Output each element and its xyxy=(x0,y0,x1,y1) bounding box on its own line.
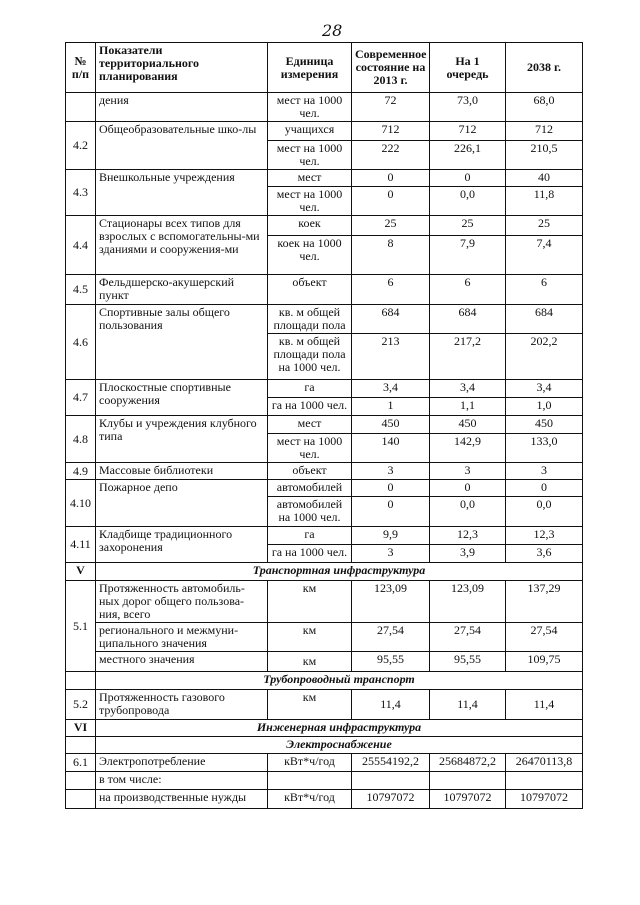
row-value-current: 27,54 xyxy=(352,623,430,652)
row-value-2038: 6 xyxy=(506,275,583,305)
row-value-2038: 3,4 xyxy=(506,380,583,398)
row-indicator: Спортивные залы общего пользования xyxy=(96,305,268,380)
row-value-2038 xyxy=(506,772,583,790)
row-value-current: 11,4 xyxy=(352,690,430,720)
row-value-current: 0 xyxy=(352,187,430,216)
row-unit: объект xyxy=(268,463,352,480)
row-value-current: 25 xyxy=(352,216,430,236)
row-num: 4.10 xyxy=(66,480,96,527)
row-indicator: на производственные нужды xyxy=(96,790,268,809)
row-value-first: 684 xyxy=(430,305,506,334)
row-indicator: Пожарное депо xyxy=(96,480,268,527)
row-indicator: Клубы и учреждения клубного типа xyxy=(96,416,268,463)
row-num: 5.1 xyxy=(66,581,96,672)
row-num: 6.1 xyxy=(66,754,96,772)
section-title: Инженерная инфраструктура xyxy=(96,720,583,737)
row-value-first xyxy=(430,772,506,790)
subsection-num xyxy=(66,737,96,754)
row-value-2038: 109,75 xyxy=(506,652,583,672)
row-unit: учащихся xyxy=(268,122,352,141)
row-unit xyxy=(268,772,352,790)
row-num: 4.7 xyxy=(66,380,96,416)
row-value-2038: 40 xyxy=(506,170,583,187)
row-unit: км xyxy=(268,690,352,720)
row-num: 4.11 xyxy=(66,527,96,563)
row-value-2038: 12,3 xyxy=(506,527,583,545)
row-num: 4.5 xyxy=(66,275,96,305)
row-value-first: 12,3 xyxy=(430,527,506,545)
row-value-current: 0 xyxy=(352,170,430,187)
section-row xyxy=(66,720,583,737)
row-num xyxy=(66,790,96,809)
table-row xyxy=(66,790,583,809)
row-value-current: 712 xyxy=(352,122,430,141)
row-num: 4.9 xyxy=(66,463,96,480)
row-value-first: 25 xyxy=(430,216,506,236)
row-value-current: 1 xyxy=(352,398,430,416)
row-value-first: 6 xyxy=(430,275,506,305)
row-value-2038: 3 xyxy=(506,463,583,480)
subsection-title: Трубопроводный транспорт xyxy=(96,672,583,690)
row-value-2038: 1,0 xyxy=(506,398,583,416)
row-indicator: Протяженность автомобиль-ных дорог общего пользова-ния, всего xyxy=(96,581,268,623)
row-num: 4.8 xyxy=(66,416,96,463)
row-num xyxy=(66,772,96,790)
row-value-2038: 11,8 xyxy=(506,187,583,216)
row-indicator: Электропотребление xyxy=(96,754,268,772)
section-title: Транспортная инфраструктура xyxy=(96,563,583,581)
row-value-current: 213 xyxy=(352,334,430,380)
header-current: Современное состояние на 2013 г. xyxy=(352,43,430,93)
row-num: 4.6 xyxy=(66,305,96,380)
row-value-first: 27,54 xyxy=(430,623,506,652)
header-num: № п/п xyxy=(66,43,96,93)
row-value-current: 0 xyxy=(352,480,430,497)
table-row xyxy=(66,581,583,623)
planning-indicators-table xyxy=(65,42,583,809)
row-value-current: 123,09 xyxy=(352,581,430,623)
row-value-2038: 25 xyxy=(506,216,583,236)
table-row xyxy=(66,416,583,434)
subsection-row xyxy=(66,672,583,690)
table-row xyxy=(66,772,583,790)
row-unit: мест xyxy=(268,416,352,434)
row-value-current: 8 xyxy=(352,236,430,275)
row-indicator: Общеобразовательные шко-лы xyxy=(96,122,268,170)
table-row xyxy=(66,122,583,141)
section-num: V xyxy=(66,563,96,581)
row-num: 4.4 xyxy=(66,216,96,275)
table-row xyxy=(66,480,583,497)
row-value-2038: 712 xyxy=(506,122,583,141)
subsection-title: Электроснабжение xyxy=(96,737,583,754)
row-unit: объект xyxy=(268,275,352,305)
row-value-current: 72 xyxy=(352,93,430,122)
table-row xyxy=(66,216,583,236)
row-unit: кВт*ч/год xyxy=(268,790,352,809)
header-first-stage: На 1 очередь xyxy=(430,43,506,93)
row-unit: км xyxy=(268,623,352,652)
row-indicator: Фельдшерско-акушерский пункт xyxy=(96,275,268,305)
table-header-row xyxy=(66,43,583,93)
row-value-current xyxy=(352,772,430,790)
header-unit: Единица измерения xyxy=(268,43,352,93)
table-row xyxy=(66,623,583,652)
row-unit: км xyxy=(268,652,352,672)
table-row xyxy=(66,275,583,305)
table-row xyxy=(66,170,583,187)
page-number: 28 xyxy=(322,21,343,40)
row-unit: мест на 1000 чел. xyxy=(268,93,352,122)
row-value-2038: 137,29 xyxy=(506,581,583,623)
table-row xyxy=(66,380,583,398)
row-value-first: 0 xyxy=(430,480,506,497)
row-unit: мест xyxy=(268,170,352,187)
row-value-2038: 10797072 xyxy=(506,790,583,809)
row-value-current: 684 xyxy=(352,305,430,334)
row-unit: га xyxy=(268,380,352,398)
row-value-first: 1,1 xyxy=(430,398,506,416)
row-value-2038: 7,4 xyxy=(506,236,583,275)
header-2038: 2038 г. xyxy=(506,43,583,93)
row-value-2038: 450 xyxy=(506,416,583,434)
header-indicator: Показатели территориального планирования xyxy=(96,43,268,93)
row-value-current: 450 xyxy=(352,416,430,434)
row-unit: мест на 1000 чел. xyxy=(268,187,352,216)
row-indicator: Массовые библиотеки xyxy=(96,463,268,480)
row-value-current: 6 xyxy=(352,275,430,305)
row-value-first: 450 xyxy=(430,416,506,434)
row-unit: кв. м общей площади пола xyxy=(268,305,352,334)
row-value-current: 95,55 xyxy=(352,652,430,672)
row-value-current: 25554192,2 xyxy=(352,754,430,772)
row-indicator: Плоскостные спортивные сооружения xyxy=(96,380,268,416)
row-value-2038: 27,54 xyxy=(506,623,583,652)
row-unit: га xyxy=(268,527,352,545)
row-unit: коек на 1000 чел. xyxy=(268,236,352,275)
row-value-first: 7,9 xyxy=(430,236,506,275)
row-value-first: 217,2 xyxy=(430,334,506,380)
row-num xyxy=(66,93,96,122)
row-value-first: 0,0 xyxy=(430,187,506,216)
row-unit: км xyxy=(268,581,352,623)
row-value-first: 123,09 xyxy=(430,581,506,623)
row-num: 4.2 xyxy=(66,122,96,170)
subsection-row xyxy=(66,737,583,754)
row-num: 5.2 xyxy=(66,690,96,720)
row-value-first: 95,55 xyxy=(430,652,506,672)
table-row xyxy=(66,93,583,122)
row-indicator: Кладбище традиционного захоронения xyxy=(96,527,268,563)
row-value-first: 0 xyxy=(430,170,506,187)
row-value-current: 0 xyxy=(352,497,430,527)
row-value-2038: 202,2 xyxy=(506,334,583,380)
row-value-current: 3,4 xyxy=(352,380,430,398)
row-value-current: 9,9 xyxy=(352,527,430,545)
section-num: VI xyxy=(66,720,96,737)
row-value-2038: 0 xyxy=(506,480,583,497)
row-value-first: 11,4 xyxy=(430,690,506,720)
row-value-2038: 133,0 xyxy=(506,434,583,463)
row-indicator: в том числе: xyxy=(96,772,268,790)
row-value-first: 25684872,2 xyxy=(430,754,506,772)
row-unit: кВт*ч/год xyxy=(268,754,352,772)
row-value-first: 0,0 xyxy=(430,497,506,527)
row-indicator: Внешкольные учреждения xyxy=(96,170,268,216)
row-unit: коек xyxy=(268,216,352,236)
row-value-first: 10797072 xyxy=(430,790,506,809)
subsection-num xyxy=(66,672,96,690)
table-row xyxy=(66,305,583,334)
row-value-current: 3 xyxy=(352,463,430,480)
row-unit: автомобилей на 1000 чел. xyxy=(268,497,352,527)
row-indicator: дения xyxy=(96,93,268,122)
section-row xyxy=(66,563,583,581)
row-indicator: местного значения xyxy=(96,652,268,672)
row-unit: мест на 1000 чел. xyxy=(268,434,352,463)
row-value-2038: 684 xyxy=(506,305,583,334)
row-value-2038: 0,0 xyxy=(506,497,583,527)
row-unit: га на 1000 чел. xyxy=(268,398,352,416)
row-value-first: 3 xyxy=(430,463,506,480)
row-value-2038: 210,5 xyxy=(506,141,583,170)
table-row xyxy=(66,527,583,545)
row-indicator: Протяженность газового трубопровода xyxy=(96,690,268,720)
row-value-2038: 26470113,8 xyxy=(506,754,583,772)
row-value-first: 73,0 xyxy=(430,93,506,122)
row-indicator: Стационары всех типов для взрослых с вспомогательны-ми зданиями и сооружения-ми xyxy=(96,216,268,275)
row-unit: мест на 1000 чел. xyxy=(268,141,352,170)
table-row xyxy=(66,690,583,720)
row-indicator: регионального и межмуни-ципального значения xyxy=(96,623,268,652)
row-value-first: 3,4 xyxy=(430,380,506,398)
row-value-first: 142,9 xyxy=(430,434,506,463)
row-value-first: 712 xyxy=(430,122,506,141)
row-value-first: 3,9 xyxy=(430,545,506,563)
row-value-current: 10797072 xyxy=(352,790,430,809)
row-value-2038: 3,6 xyxy=(506,545,583,563)
row-value-first: 226,1 xyxy=(430,141,506,170)
row-value-2038: 68,0 xyxy=(506,93,583,122)
row-value-current: 140 xyxy=(352,434,430,463)
table-row xyxy=(66,652,583,672)
table-row xyxy=(66,463,583,480)
row-value-current: 3 xyxy=(352,545,430,563)
row-value-current: 222 xyxy=(352,141,430,170)
row-num: 4.3 xyxy=(66,170,96,216)
table-row xyxy=(66,754,583,772)
row-value-2038: 11,4 xyxy=(506,690,583,720)
row-unit: автомобилей xyxy=(268,480,352,497)
row-unit: га на 1000 чел. xyxy=(268,545,352,563)
row-unit: кв. м общей площади пола на 1000 чел. xyxy=(268,334,352,380)
